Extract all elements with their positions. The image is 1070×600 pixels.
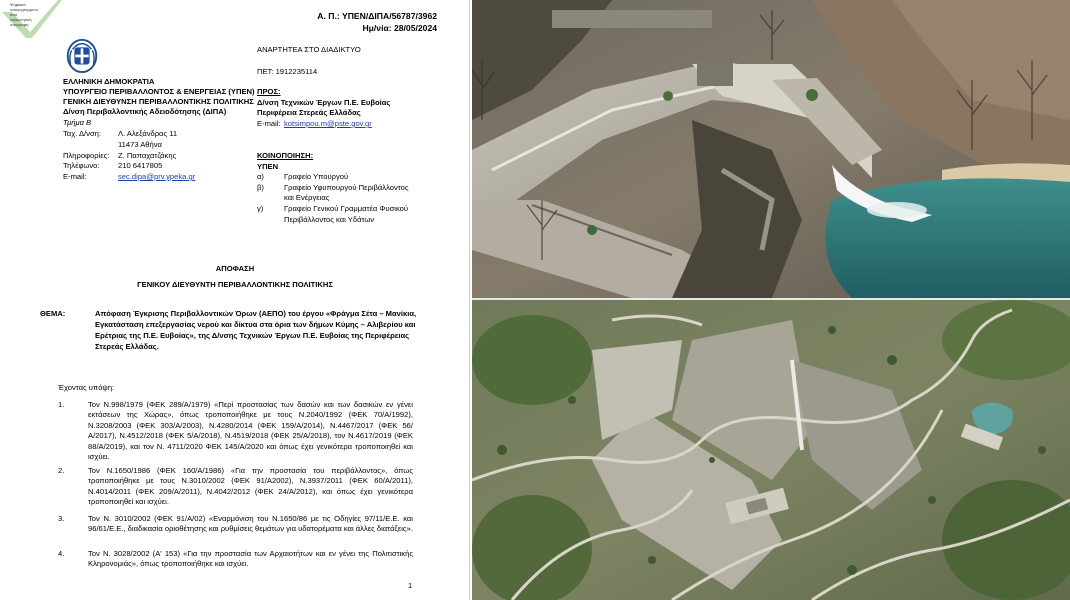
notification-item-c-line-1: Γραφείο Γενικού Γραμματέα Φυσικού: [284, 204, 409, 213]
notification-item-b-line-1: Γραφείο Υφυπουργού Περιβάλλοντος: [284, 183, 409, 192]
address-line-1: Λ. Αλεξάνδρας 11: [118, 129, 178, 138]
dam-spillway-photo: [472, 0, 1070, 298]
notification-item-c-line-2: Περιβάλλοντος και Υδάτων: [284, 215, 375, 224]
notification-item-b-line-2: και Ενέργειας: [284, 193, 330, 202]
directorate-general-heading: ΓΕΝΙΚΗ ΔΙΕΥΘΥΝΣΗ ΠΕΡΙΒΑΛΛΟΝΤΙΚΗΣ ΠΟΛΙΤΙΚΗΣ: [63, 97, 254, 106]
subject-line-4: Στερεάς Ελλάδας.: [95, 342, 159, 351]
item-number: 3.: [58, 514, 65, 523]
protocol-number: Α. Π.: ΥΠΕΝ/ΔΙΠΑ/56787/3962: [317, 11, 437, 21]
item-number: 4.: [58, 549, 65, 558]
sender-email-link[interactable]: sec.dipa@prv.ypeka.gr: [118, 172, 196, 181]
notification-org: ΥΠΕΝ: [257, 162, 279, 171]
ministry-heading: ΥΠΟΥΡΓΕΙΟ ΠΕΡΙΒΑΛΛΟΝΤΟΣ & ΕΝΕΡΓΕΙΑΣ (ΥΠΕΝ): [63, 87, 255, 96]
considering-heading: Έχοντας υπόψη:: [58, 383, 115, 392]
subject-line-3: Ερέτριας της Π.Ε. Ευβοίας», της Δ/νσης Τεχνικών Έργων Π.Ε. Ευβοίας της Περιφέρειας: [95, 331, 410, 340]
digital-signature-badge: [0, 0, 62, 38]
recipient-label: ΠΡΟΣ:: [257, 87, 281, 96]
info-value: Ζ. Παπαχατζάκης: [118, 151, 177, 160]
item-number: 1.: [58, 400, 65, 409]
item-text: Τον Ν. 3028/2002 (Α' 153) «Για την προστασία των Αρχαιοτήτων και εν γένει της Πολιτιστικής Κληρονομιάς», όπως τροποποιήθηκε και ισχύει.: [88, 549, 413, 569]
dam-aerial-photo: [472, 300, 1070, 600]
publish-note: ΑΝΑΡΤΗΤΕΑ ΣΤΟ ΔΙΑΔΙΚΤΥΟ: [257, 45, 361, 54]
notification-marker-a: α): [257, 172, 264, 181]
item-text: Τον Ν.1650/1986 (ΦΕΚ 160/Α/1986) «Για την προστασία του περιβάλλοντος», όπως τροποποιήθηκε με τους Ν.3010/2002 (ΦΕΚ 91/Α2002), Ν.3937/2011 (ΦΕΚ 60/Α/2011), Ν.4014/2011 (ΦΕΚ 209/Α/2011), Ν.4042/2012 (ΦΕΚ 24/Α/2012), και όπως έχει γενικότερα τροποποιηθεί και ισχύει.: [88, 466, 413, 507]
subject-line-1: Απόφαση Έγκρισης Περιβαλλοντικών Όρων (ΑΕΠΟ) του έργου «Φράγμα Σέτα – Μανίκια,: [95, 309, 417, 318]
recipient-email-link[interactable]: kotsimpou.m@pste.gov.gr: [284, 119, 372, 128]
notification-marker-c: γ): [257, 204, 264, 213]
item-number: 2.: [58, 466, 65, 475]
notification-item-a: Γραφείο Υπουργού: [284, 172, 349, 181]
email-label: E-mail:: [63, 172, 87, 181]
decision-title: ΑΠΟΦΑΣΗ: [215, 264, 255, 273]
phone-label: Τηλέφωνο:: [63, 161, 100, 170]
greek-emblem-icon: [63, 36, 101, 74]
decision-subtitle: ΓΕΝΙΚΟΥ ΔΙΕΥΘΥΝΤΗ ΠΕΡΙΒΑΛΛΟΝΤΙΚΗΣ ΠΟΛΙΤΙΚΗΣ: [137, 280, 333, 289]
address-label: Ταχ. Δ/νση:: [63, 129, 101, 138]
recipient-email-label: E-mail:: [257, 119, 281, 128]
info-label: Πληροφορίες:: [63, 151, 110, 160]
directorate-heading: Δ/νση Περιβαλλοντικής Αδειοδότησης (ΔΙΠΑ): [63, 107, 227, 116]
item-text: Τον Ν. 3010/2002 (ΦΕΚ 91/Α/02) «Εναρμόνιση του Ν.1650/86 με τις Οδηγίες 97/11/Ε.Ε. και 96/61/Ε.Ε., διαδικασία οριοθέτησης και ρυθμίσεις θεμάτων για υδατορέματα και άλλες διατάξεις».: [88, 514, 413, 534]
page-number: 1: [408, 581, 413, 590]
recipient-line-1: Δ/νση Τεχνικών Έργων Π.Ε. Ευβοίας: [257, 98, 391, 107]
subject-label: ΘΕΜΑ:: [40, 309, 66, 318]
address-line-2: 11473 Αθήνα: [118, 140, 162, 149]
item-text: Τον Ν.998/1979 (ΦΕΚ 289/Α/1979) «Περί προστασίας των δασών και των δασικών εν γένει εκτάσεων της Χώρας», όπως τροποποιήθηκε με τους Ν.2040/1992 (ΦΕΚ 70/Α/1992), Ν.3208/2003 (ΦΕΚ 303/Α/2003), Ν.4280/2014 (ΦΕΚ 159/Α/2014), Ν.4467/2017 (ΦΕΚ 56/Α/2017), Ν.4512/2018 (ΦΕΚ 5/Α/2018), Ν.4519/2018 (ΦΕΚ 25/Α/2018), τον Ν.4617/2019 (ΦΕΚ 88/Α/2019), και τον Ν. 4711/2020 ΦΕΚ 145/Α/2020 και όπως έχει γενικότερα τροποποιηθεί και ισχύει.: [88, 400, 413, 462]
republic-heading: ΕΛΛΗΝΙΚΗ ΔΗΜΟΚΡΑΤΙΑ: [63, 77, 155, 86]
subject-line-2: Εγκατάσταση επεξεργασίας νερού και δίκτυα στα όρια των δήμων Κύμης – Αλιβερίου και: [95, 320, 416, 329]
pet-number: ΠΕΤ: 1912235114: [257, 67, 318, 76]
notification-marker-b: β): [257, 183, 264, 192]
signature-text: Ψηφιακά υπογεγραμμένο από κυβερνητική υπογραφή: [10, 2, 39, 27]
section-label: Τμήμα Β: [63, 118, 92, 127]
recipient-line-2: Περιφέρεια Στερεάς Ελλάδας: [257, 108, 361, 117]
document-date: Ημ/νία: 28/05/2024: [362, 23, 437, 33]
notification-label: ΚΟΙΝΟΠΟΙΗΣΗ:: [257, 151, 314, 160]
document-page: [0, 0, 470, 600]
phone-value: 210 6417805: [118, 161, 163, 170]
